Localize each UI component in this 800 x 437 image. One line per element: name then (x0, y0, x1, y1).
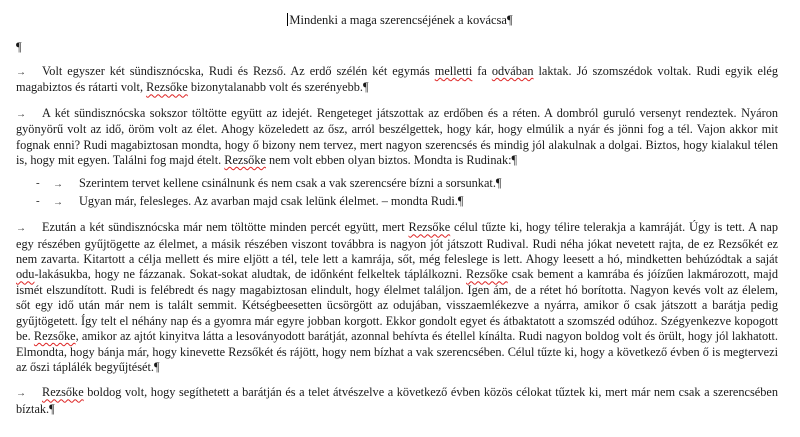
list-item-text: Ugyan már, felesleges. Az avarban majd csak lelünk élelmet. – mondta Rudi.¶ (79, 193, 464, 208)
document-title[interactable] (0, 13, 800, 28)
misspelled-word: Rezsőke (42, 385, 84, 400)
list-item[interactable] (16, 194, 778, 210)
text-run: A két sündisznócska sokszor töltötte együtt az idejét. Rengeteget játszottak az erdőben és a réten. A dombról guruló versenyt rendeztek. Nyáron gyönyörű volt az idő, öröm volt az élet. Ahogy közeledett az ősz, arról beszélgettek, hogy kár, hogy elmúlik a nyár és jönni fog a tél. Vajon akkor mit fognak enni? Rudi magabiztosan mondta, hogy ő bizony nem tervez, mert nagyon szerencsés és mindig jól alakulnak a dolgai. Biztos, hogy kialakul télen is, hogy mit egyen. Találni fog majd ételt. (16, 105, 778, 168)
bullet-mark: - (36, 194, 40, 207)
tab-arrow-icon: → (53, 196, 63, 208)
text-run: csak bement a kamrába és jóízűen lakmározott, majd ismét elszundított. Rudi is felébredt és nagy magabiztosan elindult, hogy élelmet találjon. Igen ám, de a rétet hó borította. Nagyon kevés volt az élelem, sőt egy idő után már nem is talált semmit. Kétségbeesetten ücsörgött az odujában, visszaemlékezve a nyárra, amikor ő csak játszott a barátja pedig gyűjtögetett. Így telt el néhány nap és a gyomra már egyre jobban korgott. Ekkor gondolt egyet és átbaktatott a szomszéd odúhoz. Szégyenkezve kopogott be. (16, 267, 778, 344)
paragraph-4[interactable] (16, 385, 778, 417)
list-item[interactable] (16, 176, 778, 192)
paragraph-1[interactable] (16, 64, 778, 96)
misspelled-word: Rezsőke (33, 329, 76, 344)
bullet-mark: - (36, 177, 40, 190)
text-run: , amikor az ajtót kinyitva látta a lesoványodott barátját, azonnal behívta és étellel kínálta. Rudi nagyon boldog volt és örült, hogy jól lakhatott. Elmondta, hogy bánja már, hogy kinevette Rezsőkét és rájött, hogy nem bízhat a vak szerencsében. Célul tűzte ki, hogy a következő évben ő is megtervezi az őszi táplálék begyűjtését.¶ (16, 329, 778, 374)
text-run: -lakásukba, hogy ne fázzanak. Sokat-sokat aludtak, de időnként felkeltek táplálkozni. (34, 267, 467, 282)
text-run: laktak. Jó szomszédok voltak. Rudi egyik elég magabiztos és rátarti volt, (16, 64, 778, 95)
tab-arrow-icon: → (16, 108, 26, 120)
list-item-text: Szerintem tervet kellene csinálnunk és nem csak a vak szerencsére bízni a sorsunkat.¶ (79, 176, 502, 191)
misspelled-word: Rezsőke (408, 220, 451, 235)
paragraph-2[interactable] (16, 106, 778, 169)
text-run: Ezután a két sündisznócska már nem töltötte minden percét együtt, mert (42, 220, 409, 235)
misspelled-word: Rezsőke (466, 267, 508, 282)
misspelled-word: Rezsőke (146, 80, 188, 95)
text-run: boldog volt, hogy segíthetett a barátján és a telet átvészelve a következő évben közös célokat tűztek ki, mert már nem csak a szerencsében bíztak.¶ (16, 385, 778, 416)
tab-arrow-icon: → (16, 223, 26, 235)
text-run: célul tűzte ki, hogy télire telerakja a kamráját. Úgy is tett. A nap egy részében gyűjtögette az élelmet, a másik részében viszont továbbra is nagyon jót játszott Rudival. Rudi néha jókat nevetett rajta, de ez Rezsőkét ez nem zavarta. Kitartott a célja mellett és mire eljött a tél, tele lett a kamrája, sőt, még feleslege is lett. Ahogy leesett a hó, mindketten behúzódtak a saját (16, 220, 778, 267)
title-text: Mindenki a maga szerencséjének a kovácsa¶ (289, 13, 513, 27)
tab-arrow-icon: → (53, 179, 63, 191)
text-run: nem volt ebben olyan biztos. Mondta is Rudinak:¶ (265, 153, 518, 168)
text-run: Volt egyszer két sündisznócska, Rudi és Rezső. Az erdő szélén két egymás (42, 64, 435, 78)
document-body[interactable] (16, 64, 778, 427)
misspelled-word: Rezsőke (224, 153, 266, 168)
tab-arrow-icon: → (16, 67, 26, 78)
text-run: bizonytalanabb volt és szerényebb.¶ (187, 80, 369, 95)
dialogue-list (16, 176, 778, 210)
misspelled-word: melletti (434, 64, 473, 78)
text-run: fa (472, 64, 492, 78)
empty-paragraph-mark: ¶ (16, 40, 22, 54)
paragraph-3[interactable] (16, 220, 778, 375)
misspelled-word: odvában (491, 64, 534, 78)
tab-arrow-icon: → (16, 388, 26, 400)
misspelled-word: odu (16, 267, 35, 282)
